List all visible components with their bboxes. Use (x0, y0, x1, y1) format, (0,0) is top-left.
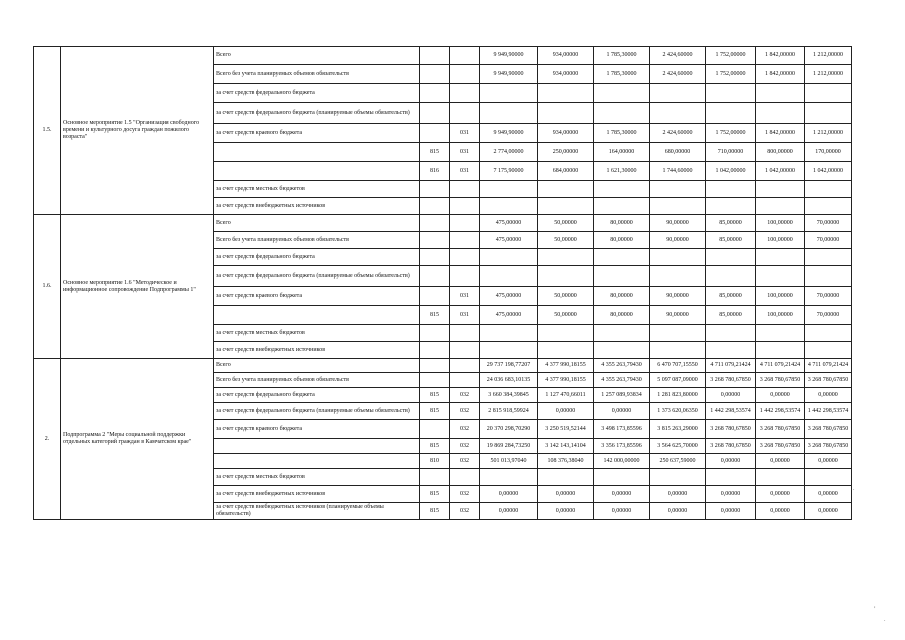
amount-cell: 3 564 625,70000 (650, 439, 706, 454)
amount-cell (538, 198, 594, 215)
amount-cell: 3 498 173,85596 (594, 420, 650, 439)
amount-cell (650, 181, 706, 198)
grbs-code-cell (420, 325, 450, 342)
amount-cell: 3 268 780,67850 (706, 373, 756, 388)
amount-cell (538, 469, 594, 486)
amount-cell: 3 356 173,85596 (594, 439, 650, 454)
program-code-cell (450, 84, 480, 103)
section-number: 1.5. (34, 47, 61, 215)
amount-cell: 7 175,90000 (480, 162, 538, 181)
amount-cell: 4 355 263,79430 (594, 373, 650, 388)
amount-cell (538, 249, 594, 266)
amount-cell: 50,00000 (538, 232, 594, 249)
amount-cell: 3 268 780,67850 (805, 439, 852, 454)
amount-cell: 475,00000 (480, 232, 538, 249)
funding-source-cell: за счет средств внебюджетных источников (214, 486, 420, 503)
amount-cell: 108 376,38040 (538, 454, 594, 469)
grbs-code-cell (420, 249, 450, 266)
funding-source-cell: за счет средств внебюджетных источников (планируемые объемы обязательств) (214, 503, 420, 520)
amount-cell (538, 84, 594, 103)
amount-cell: 0,00000 (650, 486, 706, 503)
amount-cell (480, 181, 538, 198)
amount-cell (805, 249, 852, 266)
amount-cell: 1 042,00000 (756, 162, 805, 181)
grbs-code-cell (420, 420, 450, 439)
amount-cell: 684,00000 (538, 162, 594, 181)
amount-cell (805, 342, 852, 359)
funding-source-cell: за счет средств федерального бюджета (214, 249, 420, 266)
funding-source-cell (214, 143, 420, 162)
amount-cell: 80,00000 (594, 215, 650, 232)
amount-cell (480, 249, 538, 266)
program-code-cell (450, 65, 480, 84)
amount-cell: 0,00000 (805, 486, 852, 503)
amount-cell: 50,00000 (538, 306, 594, 325)
amount-cell (650, 249, 706, 266)
amount-cell (480, 325, 538, 342)
amount-cell (650, 342, 706, 359)
amount-cell (756, 84, 805, 103)
amount-cell (650, 266, 706, 287)
amount-cell: 2 774,00000 (480, 143, 538, 162)
amount-cell: 3 268 780,67850 (756, 373, 805, 388)
amount-cell: 250,00000 (538, 143, 594, 162)
amount-cell (706, 181, 756, 198)
amount-cell: 3 268 780,67850 (805, 420, 852, 439)
table-row (34, 215, 852, 232)
grbs-code-cell: 815 (420, 503, 450, 520)
amount-cell (538, 103, 594, 124)
amount-cell: 100,00000 (756, 215, 805, 232)
amount-cell: 29 737 198,77207 (480, 359, 538, 373)
amount-cell: 9 949,90000 (480, 124, 538, 143)
grbs-code-cell (420, 47, 450, 65)
amount-cell: 80,00000 (594, 287, 650, 306)
amount-cell: 0,00000 (650, 503, 706, 520)
program-code-cell (450, 373, 480, 388)
amount-cell (538, 266, 594, 287)
amount-cell (756, 325, 805, 342)
grbs-code-cell (420, 84, 450, 103)
amount-cell (756, 266, 805, 287)
grbs-code-cell (420, 359, 450, 373)
section-name: Основное мероприятие 1.5 "Организация свободного времени и культурного досуга граждан пожилого возраста" (61, 47, 214, 215)
funding-source-cell: за счет средств местных бюджетов (214, 469, 420, 486)
amount-cell: 1 442 298,53574 (706, 403, 756, 420)
amount-cell: 0,00000 (538, 486, 594, 503)
program-code-cell (450, 359, 480, 373)
amount-cell: 5 097 087,09000 (650, 373, 706, 388)
amount-cell: 1 842,00000 (756, 124, 805, 143)
amount-cell: 70,00000 (805, 287, 852, 306)
amount-cell: 800,00000 (756, 143, 805, 162)
amount-cell: 3 268 780,67850 (805, 373, 852, 388)
amount-cell (594, 198, 650, 215)
amount-cell: 475,00000 (480, 287, 538, 306)
amount-cell (706, 266, 756, 287)
program-code-cell (450, 215, 480, 232)
amount-cell (756, 342, 805, 359)
funding-source-cell: за счет средств краевого бюджета (214, 124, 420, 143)
amount-cell: 250 637,59000 (650, 454, 706, 469)
amount-cell: 1 212,00000 (805, 47, 852, 65)
amount-cell: 475,00000 (480, 306, 538, 325)
amount-cell: 1 281 823,80000 (650, 388, 706, 403)
funding-source-cell (214, 439, 420, 454)
amount-cell: 4 711 079,21424 (805, 359, 852, 373)
program-code-cell: 032 (450, 388, 480, 403)
amount-cell: 501 013,97040 (480, 454, 538, 469)
amount-cell (538, 325, 594, 342)
program-code-cell: 032 (450, 454, 480, 469)
funding-source-cell: Всего (214, 215, 420, 232)
amount-cell (480, 469, 538, 486)
amount-cell (756, 469, 805, 486)
funding-source-cell: Всего (214, 47, 420, 65)
amount-cell (650, 469, 706, 486)
amount-cell (706, 325, 756, 342)
amount-cell: 0,00000 (756, 388, 805, 403)
amount-cell: 3 815 263,29000 (650, 420, 706, 439)
program-code-cell (450, 232, 480, 249)
program-code-cell: 031 (450, 306, 480, 325)
amount-cell (756, 249, 805, 266)
amount-cell: 3 250 519,52144 (538, 420, 594, 439)
funding-source-cell: за счет средств федерального бюджета (планируемые объемы обязательств) (214, 266, 420, 287)
amount-cell: 3 660 384,39845 (480, 388, 538, 403)
funding-source-cell (214, 306, 420, 325)
grbs-code-cell: 815 (420, 403, 450, 420)
amount-cell (538, 181, 594, 198)
funding-source-cell: за счет средств внебюджетных источников (214, 198, 420, 215)
amount-cell: 100,00000 (756, 306, 805, 325)
amount-cell (805, 469, 852, 486)
table-row (34, 359, 852, 373)
program-code-cell (450, 103, 480, 124)
amount-cell (805, 266, 852, 287)
amount-cell: 0,00000 (756, 503, 805, 520)
amount-cell: 3 268 780,67850 (706, 439, 756, 454)
amount-cell: 0,00000 (805, 454, 852, 469)
program-code-cell (450, 47, 480, 65)
amount-cell: 1 373 620,06350 (650, 403, 706, 420)
section-number: 1.6. (34, 215, 61, 359)
amount-cell: 0,00000 (706, 486, 756, 503)
amount-cell (594, 249, 650, 266)
funding-source-cell (214, 454, 420, 469)
amount-cell: 70,00000 (805, 306, 852, 325)
grbs-code-cell (420, 65, 450, 84)
program-code-cell (450, 181, 480, 198)
program-code-cell: 031 (450, 287, 480, 306)
amount-cell (805, 103, 852, 124)
amount-cell (706, 103, 756, 124)
amount-cell: 0,00000 (805, 388, 852, 403)
amount-cell (480, 84, 538, 103)
amount-cell (594, 266, 650, 287)
amount-cell (706, 249, 756, 266)
amount-cell (594, 103, 650, 124)
program-code-cell: 032 (450, 439, 480, 454)
amount-cell: 680,00000 (650, 143, 706, 162)
amount-cell: 4 377 990,18155 (538, 373, 594, 388)
amount-cell: 0,00000 (480, 486, 538, 503)
funding-source-cell: Всего без учета планируемых объемов обязательств (214, 65, 420, 84)
budget-table-sheet (33, 46, 851, 520)
scan-mark: . (853, 486, 855, 492)
amount-cell: 3 268 780,67850 (756, 420, 805, 439)
amount-cell: 1 212,00000 (805, 124, 852, 143)
amount-cell: 1 442 298,53574 (756, 403, 805, 420)
funding-source-cell: Всего без учета планируемых объемов обязательств (214, 232, 420, 249)
program-code-cell (450, 266, 480, 287)
grbs-code-cell (420, 469, 450, 486)
amount-cell: 934,00000 (538, 65, 594, 84)
amount-cell: 4 377 990,18155 (538, 359, 594, 373)
amount-cell: 0,00000 (756, 454, 805, 469)
program-code-cell (450, 249, 480, 266)
amount-cell: 1 442 298,53574 (805, 403, 852, 420)
amount-cell: 0,00000 (594, 403, 650, 420)
funding-source-cell (214, 162, 420, 181)
amount-cell (805, 181, 852, 198)
amount-cell: 1 842,00000 (756, 47, 805, 65)
amount-cell: 934,00000 (538, 47, 594, 65)
amount-cell: 0,00000 (706, 454, 756, 469)
grbs-code-cell (420, 124, 450, 143)
amount-cell: 85,00000 (706, 287, 756, 306)
amount-cell (650, 84, 706, 103)
funding-source-cell: за счет средств краевого бюджета (214, 287, 420, 306)
amount-cell: 70,00000 (805, 215, 852, 232)
amount-cell (594, 325, 650, 342)
amount-cell: 0,00000 (538, 403, 594, 420)
amount-cell (706, 84, 756, 103)
amount-cell: 164,00000 (594, 143, 650, 162)
amount-cell (805, 198, 852, 215)
amount-cell: 2 424,60000 (650, 124, 706, 143)
amount-cell: 1 752,00000 (706, 124, 756, 143)
amount-cell: 934,00000 (538, 124, 594, 143)
program-code-cell: 031 (450, 124, 480, 143)
grbs-code-cell (420, 215, 450, 232)
amount-cell: 1 621,30000 (594, 162, 650, 181)
program-code-cell: 032 (450, 420, 480, 439)
amount-cell: 1 127 470,66011 (538, 388, 594, 403)
amount-cell: 85,00000 (706, 306, 756, 325)
funding-source-cell: за счет средств федерального бюджета (214, 84, 420, 103)
program-code-cell (450, 342, 480, 359)
amount-cell: 4 711 079,21424 (756, 359, 805, 373)
amount-cell: 1 785,30000 (594, 65, 650, 84)
amount-cell: 170,00000 (805, 143, 852, 162)
amount-cell (480, 266, 538, 287)
grbs-code-cell (420, 373, 450, 388)
amount-cell: 9 949,90000 (480, 47, 538, 65)
amount-cell: 3 268 780,67850 (706, 420, 756, 439)
scan-mark: , (874, 603, 876, 609)
section-name: Основное мероприятие 1.6 "Методическое и информационное сопровождение Подпрограммы 1" (61, 215, 214, 359)
grbs-code-cell: 815 (420, 388, 450, 403)
program-code-cell: 032 (450, 503, 480, 520)
amount-cell (480, 103, 538, 124)
table-row (34, 47, 852, 65)
amount-cell (594, 342, 650, 359)
amount-cell: 1 785,30000 (594, 47, 650, 65)
amount-cell: 2 424,60000 (650, 47, 706, 65)
amount-cell: 3 142 143,14104 (538, 439, 594, 454)
amount-cell: 80,00000 (594, 232, 650, 249)
amount-cell: 0,00000 (706, 503, 756, 520)
amount-cell: 4 355 263,79430 (594, 359, 650, 373)
program-code-cell: 031 (450, 162, 480, 181)
amount-cell: 0,00000 (756, 486, 805, 503)
amount-cell: 1 744,60000 (650, 162, 706, 181)
amount-cell: 85,00000 (706, 215, 756, 232)
amount-cell (805, 325, 852, 342)
amount-cell: 85,00000 (706, 232, 756, 249)
amount-cell (756, 103, 805, 124)
amount-cell: 19 869 284,73250 (480, 439, 538, 454)
budget-table-body (34, 47, 852, 520)
amount-cell: 50,00000 (538, 215, 594, 232)
amount-cell: 100,00000 (756, 232, 805, 249)
amount-cell (805, 84, 852, 103)
funding-source-cell: за счет средств федерального бюджета (планируемые объемы обязательств) (214, 103, 420, 124)
amount-cell (706, 342, 756, 359)
grbs-code-cell (420, 342, 450, 359)
grbs-code-cell (420, 266, 450, 287)
amount-cell: 1 752,00000 (706, 47, 756, 65)
amount-cell: 1 257 089,93834 (594, 388, 650, 403)
grbs-code-cell: 815 (420, 486, 450, 503)
section-number: 2. (34, 359, 61, 520)
amount-cell: 90,00000 (650, 215, 706, 232)
amount-cell (706, 469, 756, 486)
grbs-code-cell: 815 (420, 306, 450, 325)
amount-cell: 0,00000 (805, 503, 852, 520)
amount-cell: 70,00000 (805, 232, 852, 249)
grbs-code-cell: 816 (420, 162, 450, 181)
amount-cell: 90,00000 (650, 287, 706, 306)
amount-cell: 1 042,00000 (706, 162, 756, 181)
budget-table (33, 46, 852, 520)
amount-cell: 1 785,30000 (594, 124, 650, 143)
grbs-code-cell (420, 287, 450, 306)
amount-cell: 0,00000 (594, 486, 650, 503)
scan-mark: . (884, 617, 886, 623)
amount-cell: 710,00000 (706, 143, 756, 162)
funding-source-cell: за счет средств федерального бюджета (214, 388, 420, 403)
grbs-code-cell: 815 (420, 439, 450, 454)
amount-cell (756, 198, 805, 215)
amount-cell: 0,00000 (594, 503, 650, 520)
amount-cell: 475,00000 (480, 215, 538, 232)
amount-cell (480, 342, 538, 359)
grbs-code-cell (420, 181, 450, 198)
amount-cell: 1 212,00000 (805, 65, 852, 84)
grbs-code-cell (420, 232, 450, 249)
amount-cell (650, 198, 706, 215)
funding-source-cell: за счет средств местных бюджетов (214, 325, 420, 342)
funding-source-cell: за счет средств местных бюджетов (214, 181, 420, 198)
funding-source-cell: за счет средств краевого бюджета (214, 420, 420, 439)
amount-cell (594, 181, 650, 198)
amount-cell: 9 949,90000 (480, 65, 538, 84)
funding-source-cell: Всего без учета планируемых объемов обязательств (214, 373, 420, 388)
amount-cell: 142 000,00000 (594, 454, 650, 469)
amount-cell: 100,00000 (756, 287, 805, 306)
amount-cell: 0,00000 (480, 503, 538, 520)
amount-cell (706, 198, 756, 215)
amount-cell (594, 469, 650, 486)
funding-source-cell: Всего (214, 359, 420, 373)
amount-cell: 50,00000 (538, 287, 594, 306)
amount-cell: 24 036 683,10135 (480, 373, 538, 388)
program-code-cell (450, 325, 480, 342)
grbs-code-cell (420, 198, 450, 215)
program-code-cell: 031 (450, 143, 480, 162)
program-code-cell: 032 (450, 403, 480, 420)
amount-cell: 0,00000 (538, 503, 594, 520)
amount-cell: 0,00000 (706, 388, 756, 403)
grbs-code-cell: 815 (420, 143, 450, 162)
amount-cell: 90,00000 (650, 306, 706, 325)
amount-cell (650, 103, 706, 124)
program-code-cell (450, 469, 480, 486)
amount-cell: 6 470 707,15550 (650, 359, 706, 373)
funding-source-cell: за счет средств внебюджетных источников (214, 342, 420, 359)
amount-cell: 90,00000 (650, 232, 706, 249)
amount-cell: 1 752,00000 (706, 65, 756, 84)
section-name: Подпрограмма 2 "Меры социальной поддержки отдельных категорий граждан в Камчатском крае" (61, 359, 214, 520)
funding-source-cell: за счет средств федерального бюджета (планируемые объемы обязательств) (214, 403, 420, 420)
grbs-code-cell: 810 (420, 454, 450, 469)
amount-cell: 2 424,60000 (650, 65, 706, 84)
amount-cell (756, 181, 805, 198)
amount-cell: 2 815 918,59924 (480, 403, 538, 420)
amount-cell (650, 325, 706, 342)
amount-cell: 1 842,00000 (756, 65, 805, 84)
program-code-cell: 032 (450, 486, 480, 503)
amount-cell: 3 268 780,67850 (756, 439, 805, 454)
grbs-code-cell (420, 103, 450, 124)
amount-cell (480, 198, 538, 215)
program-code-cell (450, 198, 480, 215)
amount-cell (594, 84, 650, 103)
amount-cell: 1 042,00000 (805, 162, 852, 181)
amount-cell: 4 711 079,21424 (706, 359, 756, 373)
amount-cell (538, 342, 594, 359)
amount-cell: 80,00000 (594, 306, 650, 325)
amount-cell: 20 370 298,70290 (480, 420, 538, 439)
